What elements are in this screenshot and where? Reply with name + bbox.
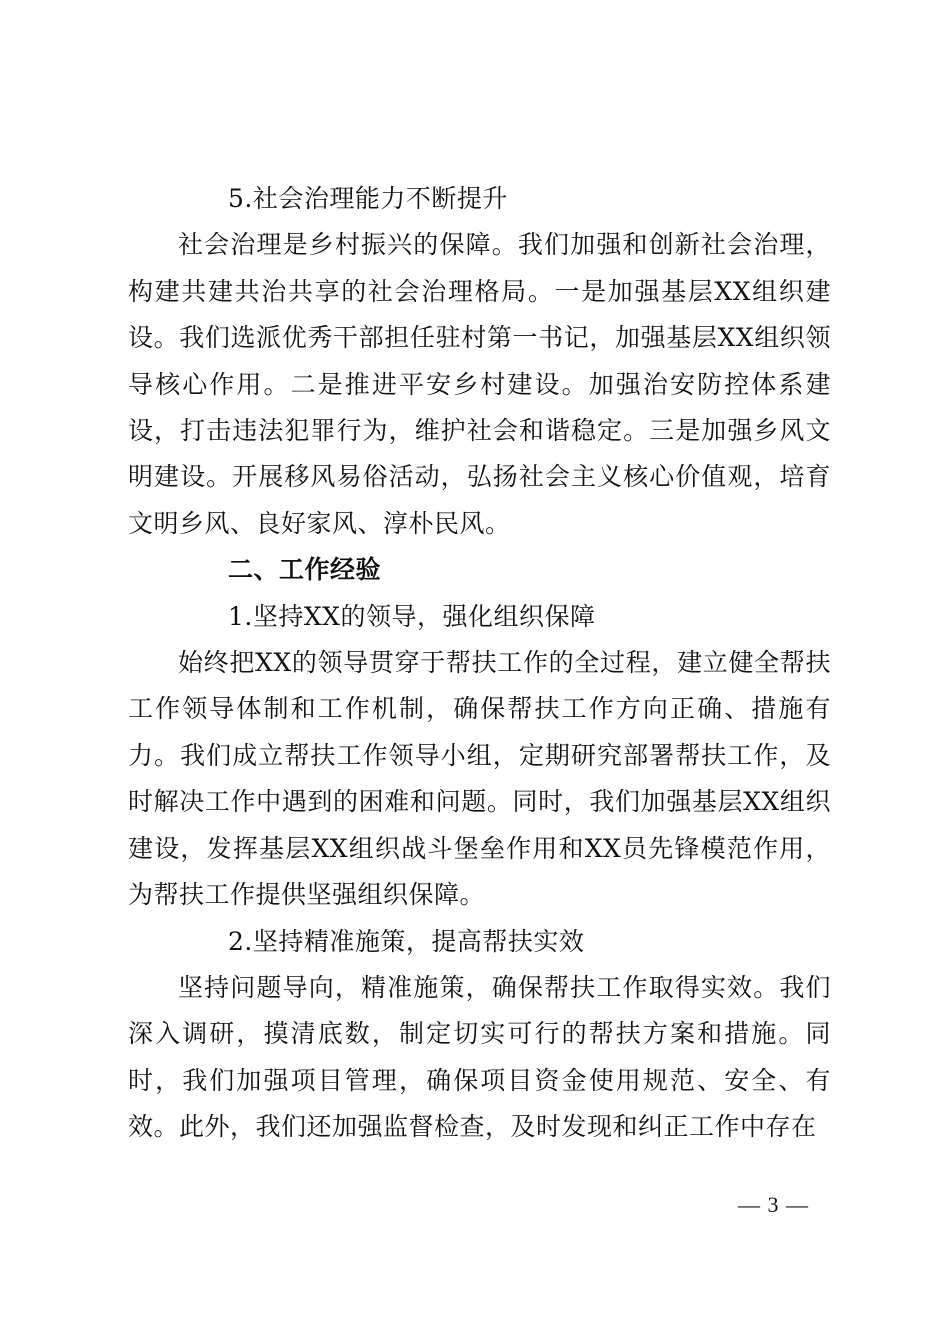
document-body <box>128 176 831 1151</box>
page-number: — 3 — <box>738 1192 809 1217</box>
subheading-precise-policy: 2.坚持精准施策，提高帮扶实效 <box>228 926 585 956</box>
subheading-leadership: 1.坚持XX的领导，强化组织保障 <box>228 601 596 631</box>
paragraph-social-governance: 社会治理是乡村振兴的保障。我们加强和创新社会治理，构建共建共治共享的社会治理格局。一是加强基层XX组织建设。我们选派优秀干部担任驻村第一书记，加强基层XX组织领导核心作用。二是推进平安乡村建设。加强治安防控体系建设，打击违法犯罪行为，维护社会和谐稳定。三是加强乡风文明建设。开展移风易俗活动，弘扬社会主义核心价值观，培育文明乡风、良好家风、淳朴民风。 <box>128 230 831 538</box>
paragraph-leadership: 始终把XX的领导贯穿于帮扶工作的全过程，建立健全帮扶工作领导体制和工作机制，确保帮扶工作方向正确、措施有力。我们成立帮扶工作领导小组，定期研究部署帮扶工作，及时解决工作中遇到的困难和问题。同时，我们加强基层XX组织建设，发挥基层XX组织战斗堡垒作用和XX员先锋模范作用，为帮扶工作提供坚强组织保障。 <box>128 648 831 910</box>
section-heading-work-experience: 二、工作经验 <box>228 555 382 585</box>
paragraph-precise-policy: 坚持问题导向，精准施策，确保帮扶工作取得实效。我们深入调研，摸清底数，制定切实可行的帮扶方案和措施。同时，我们加强项目管理，确保项目资金使用规范、安全、有效。此外，我们还加强监督检查，及时发现和纠正工作中存在 <box>128 972 831 1142</box>
subheading-social-governance: 5.社会治理能力不断提升 <box>228 184 508 213</box>
